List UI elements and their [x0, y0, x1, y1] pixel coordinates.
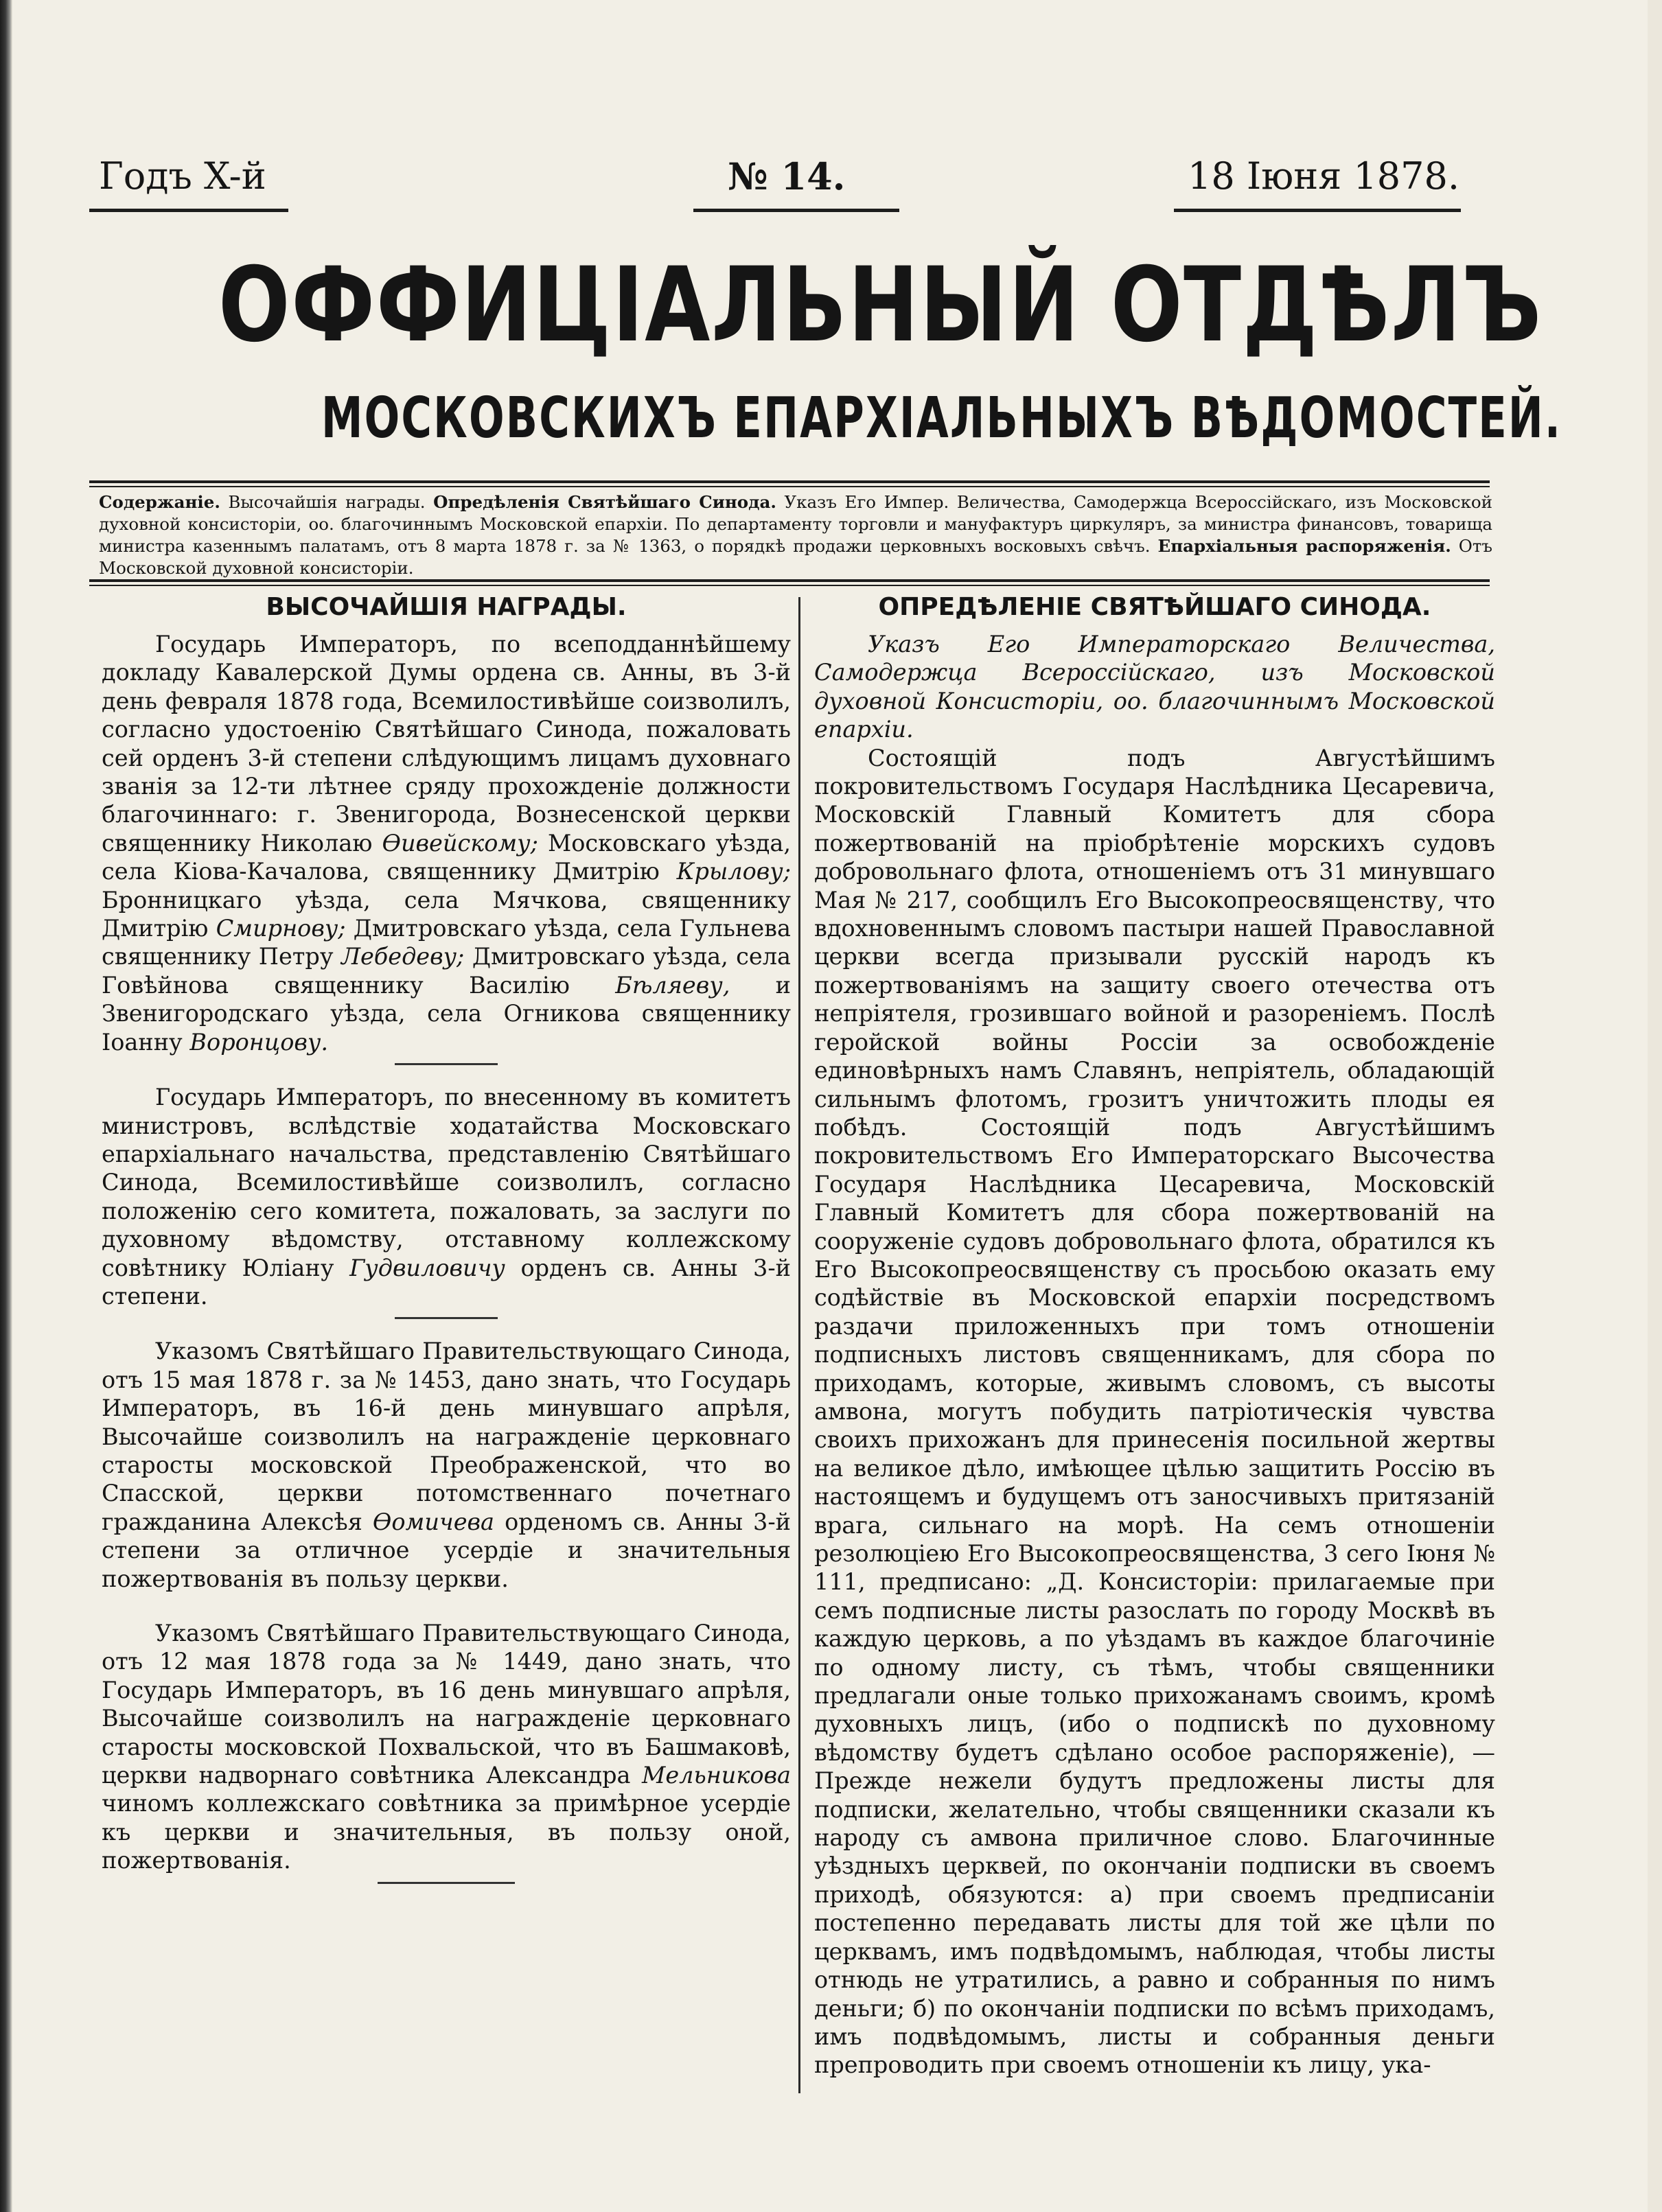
column-divider: [798, 597, 800, 2093]
masthead-rule-right: [1174, 209, 1461, 212]
contents-item: Опредѣленія Святѣйшаго Синода.: [433, 492, 776, 512]
article-paragraph: Указомъ Святѣйшаго Правительствующаго Синода, отъ 15 мая 1878 г. за № 1453, дано знать, что Государь Императоръ, въ 16-й день минувшаго апрѣля, Высочайше соизволилъ на награжденіе церковнаго старосты московской Преображенской, что во Спасской, церкви потомственнаго почетнаго гражданина Алексѣя Ѳомичева орденомъ св. Анны 3-й степени за отличное усердіе и значительныя пожертвованія въ пользу церкви.: [102, 1338, 791, 1592]
section-heading-awards: ВЫСОЧАЙШІЯ НАГРАДЫ.: [266, 593, 627, 621]
masthead-rule-center: [693, 209, 899, 212]
article-paragraph: Государь Императоръ, по внесенному въ комитетъ министровъ, вслѣдствіе ходатайства Московскаго епархіальнаго начальства, представленію Святѣйшаго Синода, Всемилостивѣйше соизволилъ, согласно положенію сего комитета, пожаловать, за заслуги по духовному вѣдомству, отставному коллежскому совѣтнику Юліану Гудвиловичу орденъ св. Анны 3-й степени.: [102, 1084, 792, 1309]
separator-rule: [378, 1882, 515, 1884]
article-paragraph: Состоящій подъ Августѣйшимъ покровительствомъ Государя Наслѣдника Цесаревича, Московскій Главный Комитетъ для сбора пожертвованій на пріобрѣтеніе морскихъ судовъ добровольнаго флота, отношеніемъ отъ 31 минувшаго Мая № 217, сообщилъ Его Высокопреосвященству, что вдохновеннымъ словомъ пастыри нашей Православной церкви всегда призывали русскій народъ къ пожертвованіямъ на защиту своего отечества отъ непріятеля, грозившаго войной и разореніемъ. Послѣ геройской войны Россіи за освобожденіе единовѣрныхъ намъ Славянъ, непріятель, обладающій сильнымъ флотомъ, грозитъ уничтожить плоды ея побѣдъ. Состоящій подъ Августѣйшимъ покровительствомъ Его Императорскаго Высочества Государя Наслѣдника Цесаревича, Московскій Главный Комитетъ для сбора пожертвованій на сооруженіе судовъ добровольнаго флота, обратился къ Его Высокопреосвященству съ просьбою оказать ему содѣйствіе въ Московской епархіи посредствомъ раздачи приложенныхъ при томъ отношеніи подписныхъ листовъ священникамъ, для сбора по приходамъ, которые, живымъ словомъ, съ высоты амвона, могутъ побудить патріотическія чувства своихъ прихожанъ для принесенія посильной жертвы на великое дѣло, имѣющее цѣлью защитить Россію въ настоящемъ и будущемъ отъ заносчивыхъ притязаній врага, сильнаго на морѣ. На семъ отношеніи резолюціею Его Высокопреосвященства, 3 сего Іюня № 111, предписано: „Д. Консисторіи: прилагаемые при семъ подписные листы разослать по городу Москвѣ въ каждую церковь, а по уѣздамъ въ каждое благочиніе по одному листу, съ тѣмъ, чтобы священники предлагали оные только прихожанамъ своимъ, кромѣ духовныхъ лицъ, (ибо о подпискѣ по духовному вѣдомству будетъ сдѣлано особое распоряженіе), — Прежде нежели будутъ предложены листы для подписки, желательно, чтобы священники сказали къ народу съ амвона приличное слово. Благочинные уѣздныхъ церквей, по окончаніи подписки въ своемъ приходѣ, обязуются: а) при своемъ предписаніи постепенно передавать листы для той же цѣли по церквамъ, имъ подвѣдомымъ, наблюдая, чтобы листы отнюдь не утратились, а равно и собранныя по нимъ деньги; б) по окончаніи подписки по всѣмъ приходамъ, имъ подвѣдомымъ, листы и собранныя деньги препроводить при своемъ отношеніи къ лицу, ука-: [814, 744, 1495, 2079]
left-column: [102, 592, 791, 1902]
contents-item: Епархіальныя распоряженія.: [1157, 536, 1451, 556]
binding-edge: [0, 0, 12, 2212]
separator-rule: [395, 1063, 498, 1065]
article-paragraph: Указомъ Святѣйшаго Правительствующаго Синода, отъ 12 мая 1878 года за № 1449, дано знать, что Государь Императоръ, въ 16 день минувшаго апрѣля, Высочайше соизволилъ на награжденіе церковнаго старосты московской Похвальской, что въ Башмаковѣ, церкви надворнаго совѣтника Александра Мельникова чиномъ коллежскаго совѣтника за примѣрное усердіе къ церкви и значительныя, въ пользу оной, пожертвованія.: [102, 1620, 791, 1874]
page-title: ОФФИЦІАЛЬНЫЙ ОТДѢЛЪ: [218, 246, 1543, 365]
contents-label: Содержаніе.: [99, 492, 220, 512]
contents-item: Высочайшія награды.: [228, 492, 426, 512]
header-rule: [89, 480, 1490, 487]
masthead: [89, 152, 1461, 214]
year-label: Годъ X-й: [99, 154, 266, 198]
newspaper-page: [12, 0, 1648, 2212]
masthead-rule-left: [89, 209, 288, 212]
table-of-contents: [99, 491, 1492, 579]
contents-item: Указъ Его Импер. Величества, Самодержца Всероссійскаго, изъ Московской духовной консисторіи, оо. благочиннымъ Московской епархіи. По департаменту торговли и мануфактуръ циркуляръ, за министра финансовъ, товарища министра казеннымъ палатамъ, отъ 8 марта 1878 г. за № 1363, о порядкѣ продажи церковныхъ восковыхъ свѣчъ.: [99, 492, 1492, 556]
separator-rule: [395, 1317, 498, 1319]
right-column: [814, 592, 1495, 2080]
decree-subtitle: Указъ Его Императорскаго Величества, Самодержца Всероссійскаго, изъ Московской духовной Консисторіи, оо. благочиннымъ Московской епархіи.: [814, 631, 1495, 743]
section-heading-synod: ОПРЕДѢЛЕНІЕ СВЯТѢЙШАГО СИНОДА.: [878, 593, 1431, 621]
page-subtitle: МОСКОВСКИХЪ ЕПАРХІАЛЬНЫХЪ ВѢДОМОСТЕЙ.: [321, 386, 1562, 451]
issue-number: № 14.: [728, 154, 846, 198]
issue-date: 18 Іюня 1878.: [1188, 154, 1460, 198]
contents-item: Отъ Московской духовной консисторіи.: [99, 536, 1492, 578]
contents-rule: [89, 579, 1490, 586]
article-paragraph: Государь Императоръ, по всеподданнѣйшему докладу Кавалерской Думы ордена св. Анны, въ 3-й день февраля 1878 года, Всемилостивѣйше соизволилъ, согласно удостоенію Святѣйшаго Синода, пожаловать сей орденъ 3-й степени слѣдующимъ лицамъ духовнаго званія за 12-ти лѣтнее сряду прохожденіе должности благочиннаго: г. Звенигорода, Вознесенской церкви священнику Николаю Ѳивейскому; Московскаго уѣзда, села Кіова-Качалова, священнику Дмитрію Крылову; Бронницкаго уѣзда, села Мячкова, священнику Дмитрію Смирнову; Дмитровскаго уѣзда, села Гульнева священнику Петру Лебедеву; Дмитровскаго уѣзда, села Говѣйнова священнику Василію Бѣляеву, и Звенигородскаго уѣзда, села Огникова священнику Іоанну Воронцову.: [102, 631, 792, 1056]
